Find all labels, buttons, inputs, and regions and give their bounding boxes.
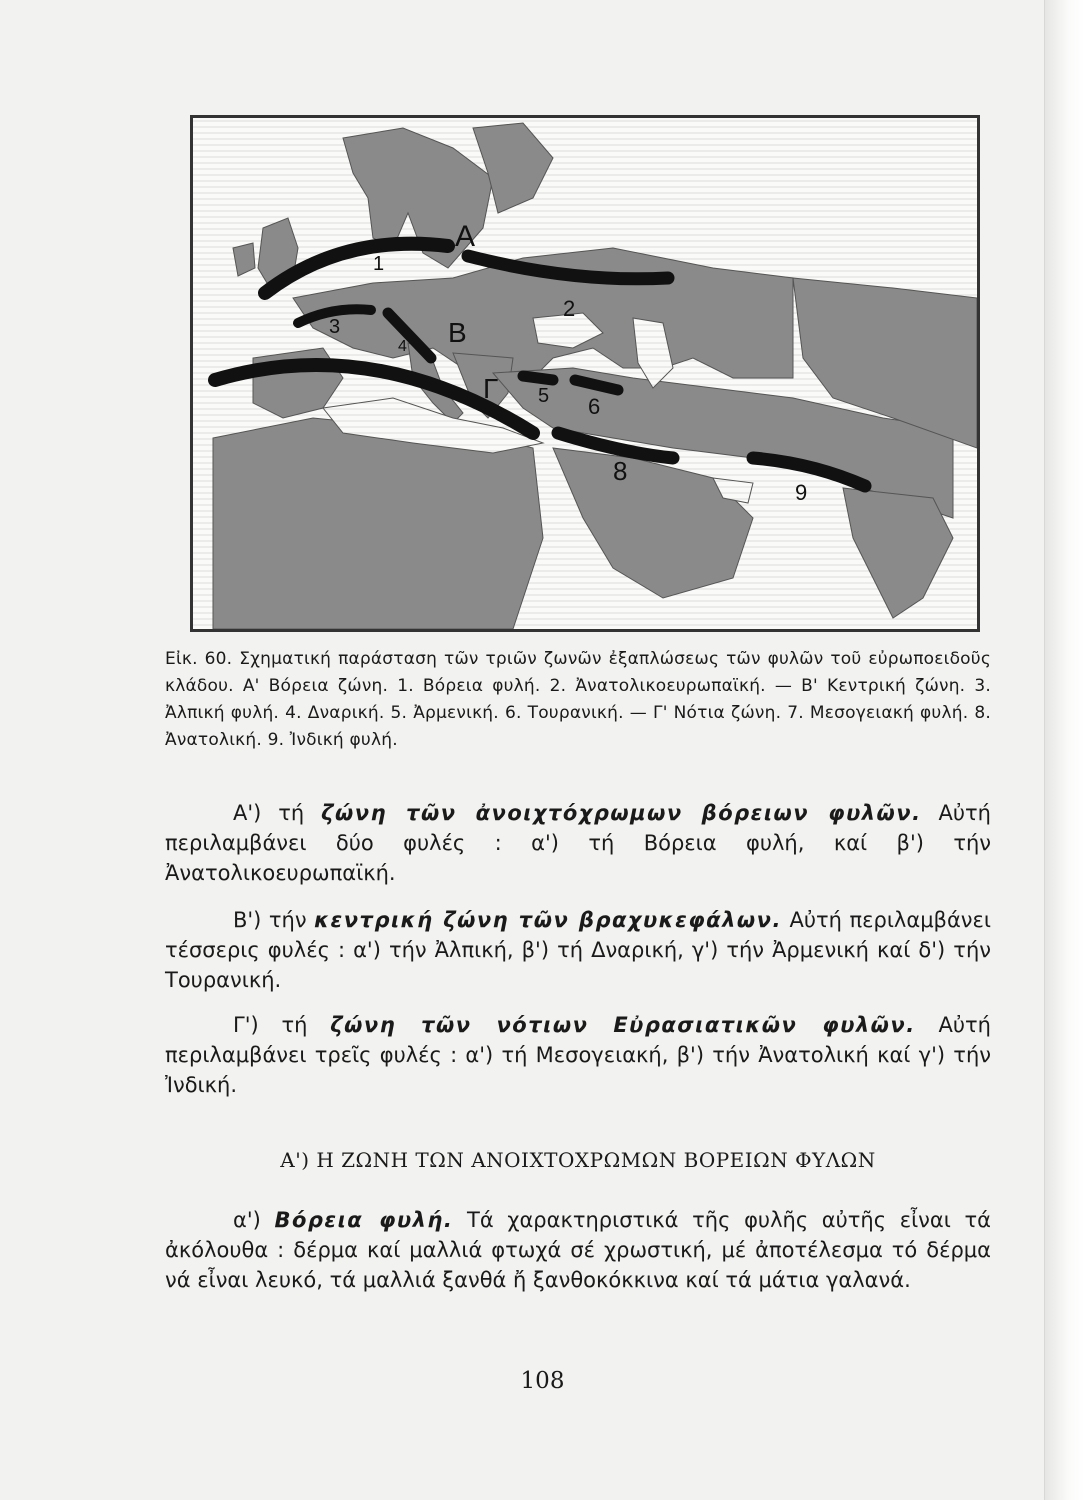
zone-label-a: Α: [455, 220, 476, 253]
race-label-6: 6: [588, 394, 601, 419]
paragraph-lead: α'): [233, 1208, 261, 1232]
figure-map: [190, 115, 980, 632]
paragraph-text: Τά χαρακτηριστικά τῆς φυλῆς αὐτῆς εἶναι τά ἀκόλουθα : δέρμα καί μαλλιά φτωχά σέ χρωστική, μέ ἀποτέλεσμα τό δέρμα νά εἶναι λευκό, τά μαλλιά ξανθά ἤ ξανθοκόκκινα καί τά μάτια γαλανά.: [165, 1208, 991, 1292]
race-label-1: 1: [373, 253, 385, 275]
paragraph-emphasis: κεντρική ζώνη τῶν βραχυκεφάλων.: [314, 908, 782, 932]
section-heading: Α') Η ΖΩΝΗ ΤΩΝ ΑΝΟΙΧΤΟΧΡΩΜΩΝ ΒΟΡΕΙΩΝ ΦΥΛΩΝ: [280, 1148, 876, 1172]
paragraph-zone-g: [165, 1010, 991, 1100]
race-label-2: 2: [563, 296, 576, 321]
zone-label-g: Γ: [483, 373, 499, 404]
race-label-9: 9: [795, 480, 808, 505]
page-number: 108: [520, 1368, 565, 1394]
paragraph-text: Αὐτή περιλαμβάνει δύο φυλές : α') τή Βόρεια φυλή, καί β') τήν Ἀνατολικοευρωπαϊκή.: [165, 801, 991, 885]
band-5: [523, 376, 553, 380]
race-label-4: 4: [398, 338, 407, 355]
paragraph-emphasis: Βόρεια φυλή.: [274, 1208, 454, 1232]
paragraph-lead: Γ') τή: [233, 1013, 308, 1037]
paragraph-emphasis: ζώνη τῶν νότιων Εὐρασιατικῶν φυλῶν.: [330, 1013, 916, 1037]
paragraph-lead: Α') τή: [233, 801, 305, 825]
paragraph-text: Αὐτή περιλαμβάνει τέσσερις φυλές : α') τήν Ἀλπική, β') τή Δναρική, γ') τήν Ἀρμενική καί δ') τήν Τουρανική.: [165, 908, 991, 992]
paragraph-zone-b: [165, 905, 991, 995]
race-label-3: 3: [329, 316, 341, 338]
zone-label-b: Β: [448, 317, 467, 348]
paragraph-emphasis: ζώνη τῶν ἀνοιχτόχρωμων βόρειων φυλῶν.: [321, 801, 922, 825]
page-edge: [1044, 0, 1085, 1500]
race-label-8: 8: [613, 456, 628, 486]
race-label-5: 5: [538, 385, 550, 407]
figure-caption: Εἰκ. 60. Σχηματική παράσταση τῶν τριῶν ζωνῶν ἐξαπλώσεως τῶν φυλῶν τοῦ εὐρωποειδοῦς κλάδου. Α' Βόρεια ζώνη. 1. Βόρεια φυλή. 2. Ἀνατολικοευρωπαϊκή. — Β' Κεντρική ζώνη. 3. Ἀλπική φυλή. 4. Δναρική. 5. Ἀρμενική. 6. Τουρανική. — Γ' Νότια ζώνη. 7. Μεσογειακή φυλή. 8. Ἀνατολική. 9. Ἰνδική φυλή.: [165, 649, 991, 750]
map-svg: [193, 118, 977, 629]
paragraph-lead: Β') τήν: [233, 908, 307, 932]
paragraph-northern-race: [165, 1205, 991, 1295]
paragraph-zone-a: [165, 798, 991, 888]
paragraph-text: Αὐτή περιλαμβάνει τρεῖς φυλές : α') τή Μεσογειακή, β') τήν Ἀνατολική καί γ') τήν Ἰνδική.: [165, 1013, 991, 1097]
